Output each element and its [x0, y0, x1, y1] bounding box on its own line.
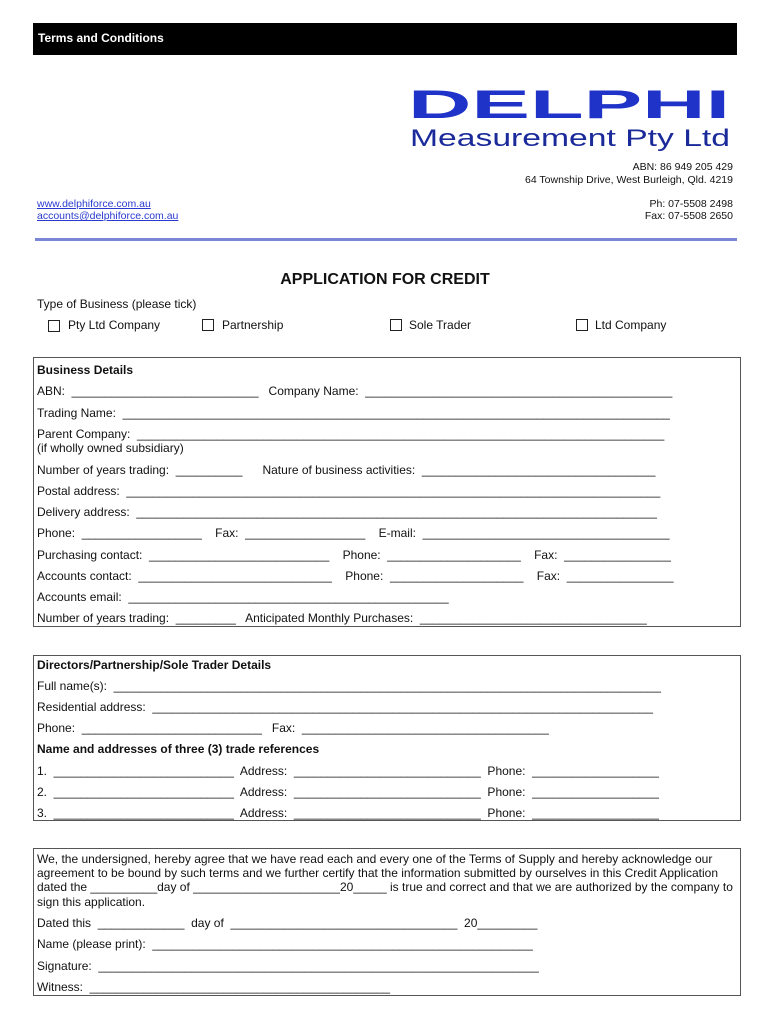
delphi-logo [408, 86, 734, 152]
partnership-label: Partnership [222, 318, 284, 332]
full-name-field[interactable]: Full name(s): __________________________________________________________________________________ [37, 679, 661, 693]
agreement-paragraph: We, the undersigned, hereby agree that we have read each and every one of the Terms of Supply and hereby acknowledge our agreement to be bound by such terms and we further certify that the information submitted by ourselves in this Credit Application dated the __________day of ______________________20_____ is true and correct and that we are authorized by the company to sign this application. [37, 852, 733, 909]
abn-company-field[interactable]: ABN: ____________________________ Company Name: ______________________________________________ [37, 384, 673, 398]
directors-heading: Directors/Partnership/Sole Trader Details [37, 658, 272, 672]
sole-trader-checkbox[interactable] [390, 319, 402, 331]
page-title: APPLICATION FOR CREDIT [280, 271, 490, 288]
purchasing-contact-field[interactable]: Purchasing contact: ___________________________ Phone: ____________________ Fax: ________________ [37, 548, 671, 562]
ltd-company-label: Ltd Company [595, 318, 667, 332]
logo-subtitle: Measurement Pty Ltd [410, 125, 730, 152]
header-divider [35, 238, 737, 241]
signature-field[interactable]: Signature: __________________________________________________________________ [37, 959, 539, 973]
pty-ltd-checkbox[interactable] [48, 320, 60, 332]
email-link[interactable]: accounts@delphiforce.com.au [37, 210, 179, 222]
logo-wordmark: DELPHI [408, 86, 730, 127]
trade-references-heading: Name and addresses of three (3) trade references [37, 742, 320, 756]
trade-reference-2[interactable]: 2. ___________________________ Address: ____________________________ Phone: ___________________ [37, 785, 659, 799]
dated-field[interactable]: Dated this _____________ day of __________________________________ 20_________ [37, 916, 538, 930]
accounts-contact-field[interactable]: Accounts contact: _____________________________ Phone: ____________________ Fax: ________________ [37, 569, 674, 583]
delivery-address-field[interactable]: Delivery address: ______________________________________________________________________________ [37, 505, 657, 519]
terms-header-bar [33, 23, 737, 55]
parent-company-note: (if wholly owned subsidiary) [37, 441, 184, 455]
company-fax: Fax: 07-5508 2650 [644, 210, 733, 222]
monthly-purchases-field[interactable]: Number of years trading: _________ Anticipated Monthly Purchases: __________________________________ [37, 611, 647, 625]
trading-name-field[interactable]: Trading Name: __________________________________________________________________________________ [37, 406, 670, 420]
trade-reference-1[interactable]: 1. ___________________________ Address: ____________________________ Phone: ___________________ [37, 764, 659, 778]
trade-reference-3[interactable]: 3. ___________________________ Address: ____________________________ Phone: ___________________ [37, 806, 659, 820]
company-address: 64 Township Drive, West Burleigh, Qld. 4219 [525, 174, 733, 186]
company-phone: Ph: 07-5508 2498 [649, 198, 733, 210]
parent-company-field[interactable]: Parent Company: _______________________________________________________________________________ [37, 427, 665, 441]
terms-header-title: Terms and Conditions [38, 31, 164, 45]
ltd-company-checkbox[interactable] [576, 319, 588, 331]
business-type-label: Type of Business (please tick) [37, 297, 197, 311]
sole-trader-label: Sole Trader [409, 318, 472, 332]
postal-address-field[interactable]: Postal address: ________________________________________________________________________________ [37, 484, 661, 498]
years-trading-field[interactable]: Number of years trading: __________ Nature of business activities: ___________________________________ [37, 463, 656, 477]
director-phone-fax-field[interactable]: Phone: ___________________________ Fax: _____________________________________ [37, 721, 549, 735]
business-details-heading: Business Details [37, 363, 134, 377]
company-abn: ABN: 86 949 205 429 [632, 161, 733, 173]
pty-ltd-label: Pty Ltd Company [68, 318, 161, 332]
accounts-email-field[interactable]: Accounts email: ________________________________________________ [37, 590, 449, 604]
print-name-field[interactable]: Name (please print): _________________________________________________________ [37, 937, 533, 951]
phone-fax-email-field[interactable]: Phone: __________________ Fax: __________________ E-mail: _____________________________________ [37, 526, 670, 540]
partnership-checkbox[interactable] [202, 319, 214, 331]
website-link[interactable]: www.delphiforce.com.au [37, 198, 151, 210]
residential-address-field[interactable]: Residential address: ___________________________________________________________________________ [37, 700, 653, 714]
witness-field[interactable]: Witness: _____________________________________________ [37, 980, 390, 994]
